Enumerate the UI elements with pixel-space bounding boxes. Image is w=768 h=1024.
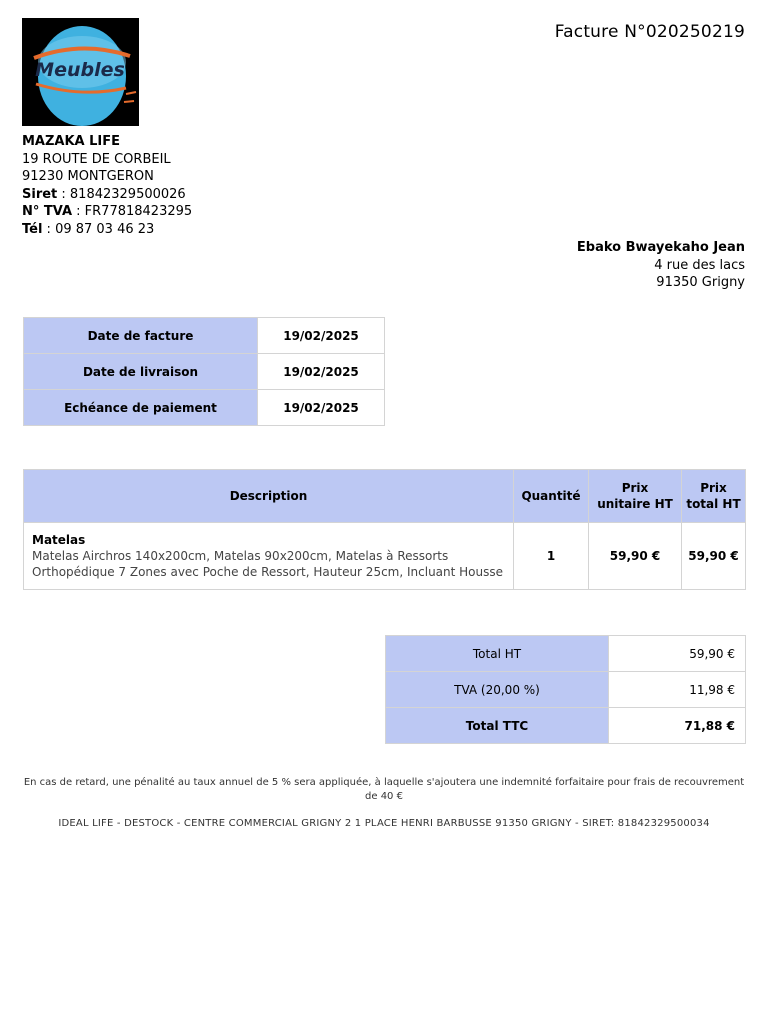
siret-value: : 81842329500026 bbox=[57, 186, 186, 202]
phone-label: Tél bbox=[22, 221, 43, 237]
seller-phone bbox=[22, 221, 192, 239]
total-ht-value: 59,90 € bbox=[609, 636, 746, 672]
total-ht-label: Total HT bbox=[386, 636, 609, 672]
tva-total-value: 11,98 € bbox=[609, 672, 746, 708]
tva-value: : FR77818423295 bbox=[72, 204, 193, 219]
table-row bbox=[24, 523, 746, 590]
header-total-price-line-1: Prix bbox=[700, 481, 727, 495]
late-payment-notice: En cas de retard, une pénalité au taux annuel de 5 % sera appliquée, à laquelle s'ajoutera une indemnité forfaitaire pour frais de recouvrement de 40 € bbox=[23, 777, 745, 802]
items-header-row bbox=[24, 470, 746, 523]
phone-value: : 09 87 03 46 23 bbox=[42, 221, 155, 237]
header-unit-price bbox=[589, 470, 682, 523]
logo-text: Meubles bbox=[35, 59, 125, 81]
seller-address-line-1: 19 ROUTE DE CORBEIL bbox=[22, 151, 171, 167]
seller-address-block bbox=[22, 133, 192, 238]
item-title: Matelas bbox=[32, 533, 86, 547]
client-name: Ebako Bwayekaho Jean bbox=[576, 240, 745, 255]
total-ttc-value: 71,88 € bbox=[609, 708, 746, 744]
header-quantity: Quantité bbox=[514, 470, 589, 523]
header-description: Description bbox=[24, 470, 514, 523]
seller-address-line-2: 91230 MONTGERON bbox=[22, 169, 154, 184]
delivery-date-label: Date de livraison bbox=[24, 354, 258, 390]
totals-row bbox=[386, 672, 746, 708]
header-unit-price-line-1: Prix bbox=[621, 481, 649, 495]
tva-total-label: TVA (20,00 %) bbox=[386, 672, 609, 708]
totals-row bbox=[386, 708, 746, 744]
item-quantity: 1 bbox=[514, 523, 589, 590]
item-detail-line-1: Matelas Airchros 140x200cm, Matelas 90x200cm, Matelas à Ressorts bbox=[32, 549, 449, 563]
invoice-date-value: 19/02/2025 bbox=[258, 318, 385, 354]
delivery-date-value: 19/02/2025 bbox=[258, 354, 385, 390]
siret-label: Siret bbox=[22, 186, 58, 202]
header-total-price-line-2: total HT bbox=[686, 497, 741, 511]
company-logo bbox=[22, 18, 139, 126]
company-footer: IDEAL LIFE - DESTOCK - CENTRE COMMERCIAL GRIGNY 2 1 PLACE HENRI BARBUSSE 91350 GRIGNY - SIRET: 81842329500034 bbox=[58, 818, 710, 829]
item-description bbox=[24, 523, 514, 590]
dates-row bbox=[24, 354, 385, 390]
due-date-label: Echéance de paiement bbox=[24, 390, 258, 426]
total-ttc-label: Total TTC bbox=[386, 708, 609, 744]
item-total-price: 59,90 € bbox=[682, 523, 746, 590]
due-date-value: 19/02/2025 bbox=[258, 390, 385, 426]
logo-graphic bbox=[22, 18, 139, 126]
client-address-line-1: 4 rue des lacs bbox=[654, 257, 745, 273]
client-address-line-2: 91350 Grigny bbox=[656, 275, 745, 290]
invoice-date-label: Date de facture bbox=[24, 318, 258, 354]
dates-row bbox=[24, 318, 385, 354]
dates-row bbox=[24, 390, 385, 426]
dates-table bbox=[23, 317, 385, 426]
items-table bbox=[23, 469, 746, 590]
totals-row bbox=[386, 636, 746, 672]
item-unit-price: 59,90 € bbox=[589, 523, 682, 590]
seller-tva bbox=[22, 203, 192, 221]
header-unit-price-line-2: unitaire HT bbox=[597, 497, 673, 511]
client-address-block bbox=[577, 239, 745, 292]
header-total-price bbox=[682, 470, 746, 523]
item-detail-line-2: Orthopédique 7 Zones avec Poche de Ressort, Hauteur 25cm, Incluant Housse bbox=[32, 565, 504, 579]
tva-label: N° TVA bbox=[22, 204, 73, 219]
seller-siret bbox=[22, 186, 192, 204]
totals-table bbox=[385, 635, 746, 744]
seller-name: MAZAKA LIFE bbox=[22, 134, 121, 149]
invoice-title: Facture N°020250219 bbox=[554, 22, 745, 42]
